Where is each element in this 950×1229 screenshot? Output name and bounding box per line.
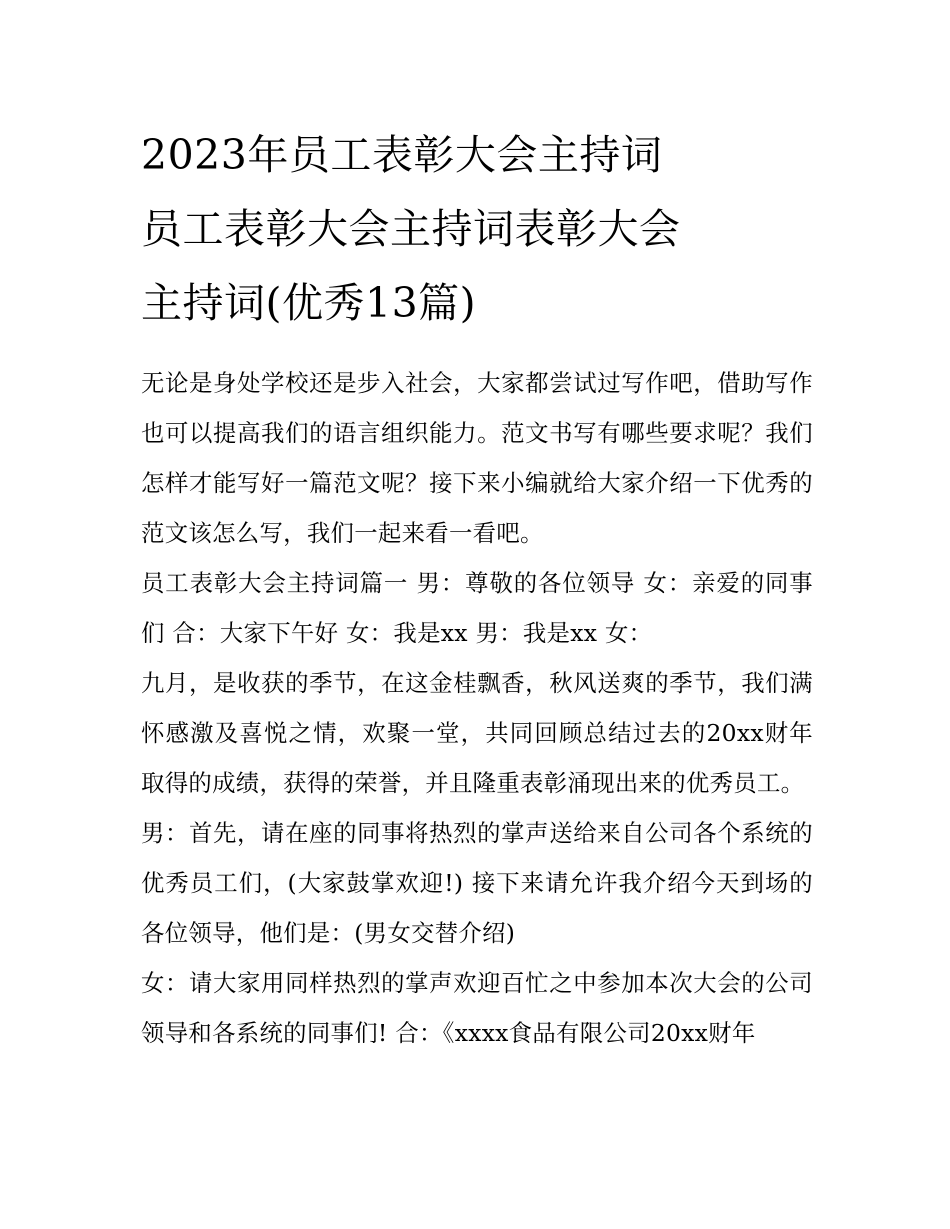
title-line-1: 2023年员工表彰大会主持词 — [141, 131, 663, 179]
title-line-3: 主持词(优秀13篇) — [141, 279, 477, 327]
document-content — [141, 118, 813, 1058]
title-line-2: 员工表彰大会主持词表彰大会 — [141, 205, 681, 253]
paragraph-female-host: 女：请大家用同样热烈的掌声欢迎百忙之中参加本次大会的公司领导和各系统的同事们! 合：《xxxx食品有限公司20xx财年 — [141, 969, 813, 1047]
paragraph-male-host: 男：首先，请在座的同事将热烈的掌声送给来自公司各个系统的优秀员工们，(大家鼓掌欢迎!) 接下来请允许我介绍今天到场的各位领导，他们是：(男女交替介绍) — [141, 819, 813, 947]
document-title — [141, 118, 813, 340]
paragraph-intro: 无论是身处学校还是步入社会，大家都尝试过写作吧，借助写作也可以提高我们的语言组织能力。范文书写有哪些要求呢？我们怎样才能写好一篇范文呢？接下来小编就给大家介绍一下优秀的范文该怎么写，我们一起来看一看吧。 — [141, 369, 813, 547]
document-body — [141, 358, 813, 1058]
paragraph-opening-lines: 员工表彰大会主持词篇一 男：尊敬的各位领导 女：亲爱的同事们 合：大家下午好 女：我是xx 男：我是xx 女： — [141, 569, 813, 647]
paragraph-september: 九月，是收获的季节，在这金桂飘香，秋风送爽的季节，我们满怀感激及喜悦之情，欢聚一堂，共同回顾总结过去的20xx财年取得的成绩，获得的荣誉，并且隆重表彰涌现出来的优秀员工。 — [141, 669, 813, 797]
